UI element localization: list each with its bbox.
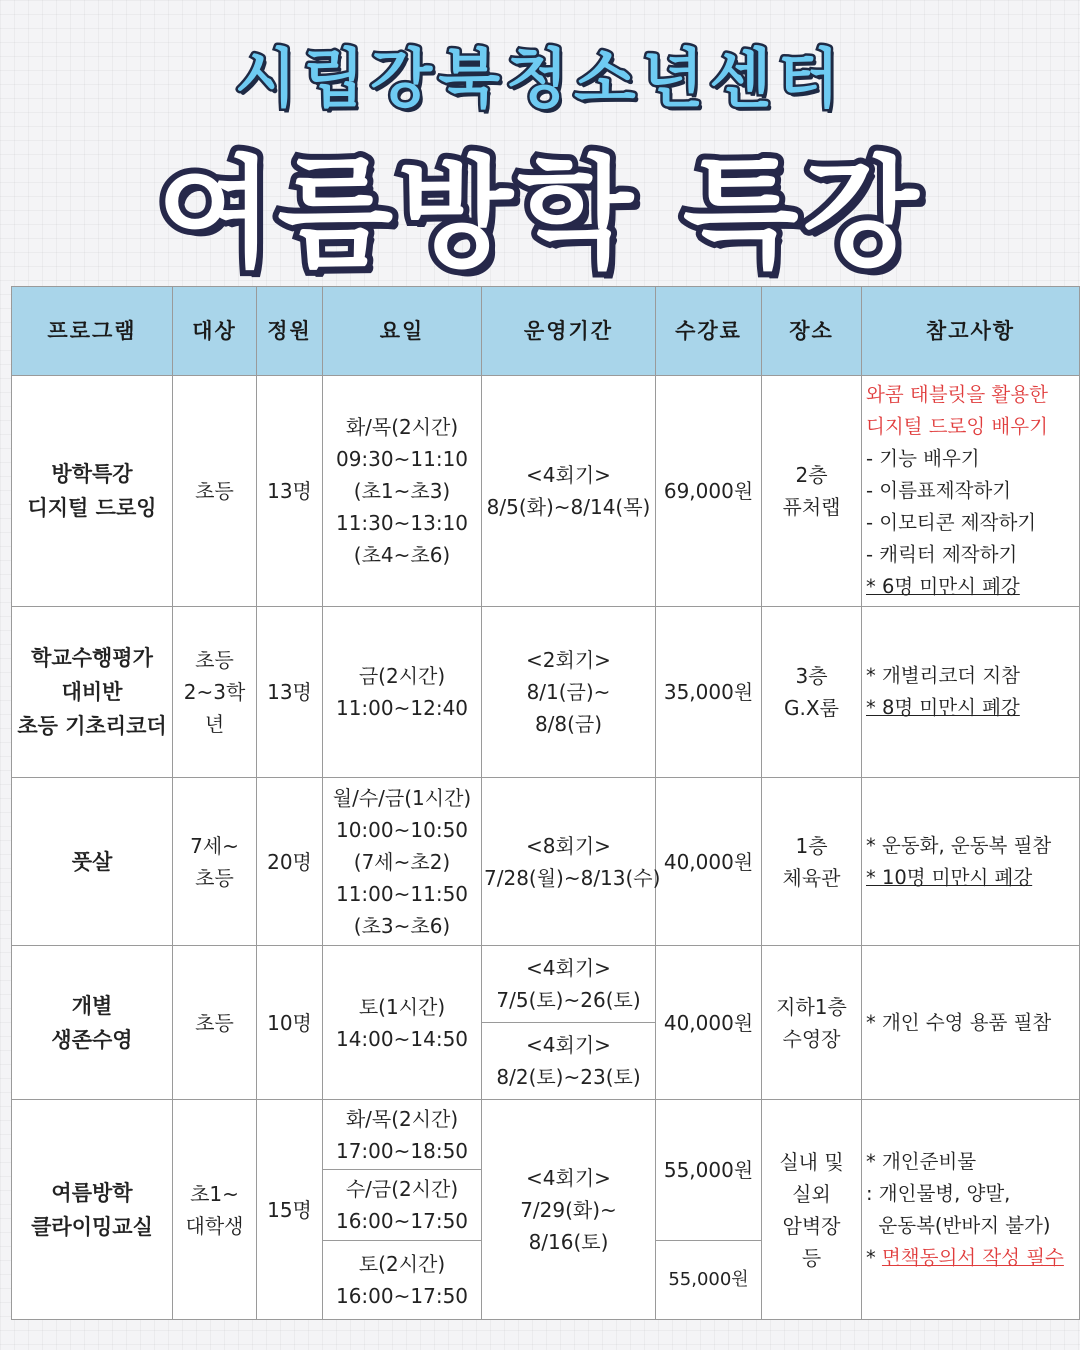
fee-cell: 55,000원 — [656, 1241, 762, 1320]
schedule-cell — [323, 778, 482, 946]
place-line: 체육관 — [782, 865, 841, 890]
program-name: 풋살 — [12, 778, 173, 946]
target-cell — [173, 607, 257, 778]
target-line: 2~3학년 — [183, 680, 246, 736]
target-line: 대학생 — [185, 1213, 244, 1238]
table-row — [12, 778, 1080, 946]
period-line: 8/8(금) — [534, 712, 603, 736]
place-cell — [762, 607, 862, 778]
schedule-cell — [323, 946, 482, 1100]
schedule-line: 금(2시간) — [358, 664, 446, 688]
program-table — [11, 286, 1080, 1320]
schedule-line: (초4~초6) — [353, 543, 451, 567]
notes-line: - 이름표제작하기 — [866, 479, 1012, 502]
period-cell — [482, 946, 656, 1023]
place-line: 퓨처랩 — [782, 495, 841, 519]
notes-highlight: 디지털 드로잉 배우기 — [866, 415, 1048, 438]
place-line: 2층 — [795, 463, 828, 487]
notes-line: - 기능 배우기 — [866, 447, 980, 470]
program-name — [12, 1100, 173, 1320]
period-line: 8/1(금)~ — [526, 680, 611, 704]
schedule-line: 09:30~11:10 — [335, 447, 469, 471]
place-line: 3층 — [795, 664, 828, 688]
schedule-line: 화/목(2시간) — [345, 1106, 459, 1131]
page-header — [0, 0, 1080, 286]
period-line: <8회기> — [526, 833, 611, 858]
place-cell — [762, 778, 862, 946]
period-line: <2회기> — [526, 648, 611, 672]
schedule-cell — [323, 1170, 482, 1241]
period-line: <4회기> — [526, 1165, 611, 1190]
period-line: <4회기> — [526, 1033, 611, 1057]
notes-cell — [862, 607, 1080, 778]
notes-line: * 개별리코더 지참 — [866, 664, 1021, 687]
capacity-cell: 13명 — [257, 607, 323, 778]
place-line: 실내 및 — [779, 1149, 844, 1174]
period-line: 8/2(토)~23(토) — [496, 1065, 641, 1089]
period-cell — [482, 376, 656, 607]
schedule-line: 16:00~17:50 — [335, 1284, 469, 1308]
notes-cell — [862, 778, 1080, 946]
capacity-cell: 13명 — [257, 376, 323, 607]
program-name-line: 여름방학 — [51, 1180, 133, 1205]
table-row — [12, 607, 1080, 778]
program-name-line: 생존수영 — [51, 1027, 133, 1052]
col-header-program: 프로그램 — [12, 287, 173, 376]
col-header-capacity: 정원 — [257, 287, 323, 376]
notes-highlight: 와콤 태블릿을 활용한 — [866, 383, 1048, 406]
notes-line: * 개인준비물 — [866, 1149, 977, 1173]
col-header-schedule: 요일 — [323, 287, 482, 376]
target-line: 초1~ — [190, 1181, 239, 1206]
period-cell — [482, 607, 656, 778]
notes-cell — [862, 376, 1080, 607]
schedule-line: 수/금(2시간) — [345, 1177, 459, 1201]
col-header-fee: 수강료 — [656, 287, 762, 376]
notes-line: - 이모티콘 제작하기 — [866, 511, 1037, 534]
program-name-line: 방학특강 — [51, 462, 133, 486]
notes-cell — [862, 1100, 1080, 1320]
target-line: 초등 — [195, 648, 234, 672]
schedule-line: 화/목(2시간) — [345, 415, 459, 439]
page-title: 여름방학 특강 — [157, 145, 923, 284]
target-cell — [173, 778, 257, 946]
place-cell — [762, 1100, 862, 1320]
table-row — [12, 376, 1080, 607]
program-name-line: 초등 기초리코더 — [17, 714, 167, 738]
schedule-cell — [323, 607, 482, 778]
program-name-line: 대비반 — [61, 680, 123, 704]
col-header-place: 장소 — [762, 287, 862, 376]
schedule-line: 11:30~13:10 — [335, 511, 469, 535]
schedule-line: (초1~초3) — [353, 479, 451, 503]
cancellation-notice: * 6명 미만시 폐강 — [866, 575, 1020, 598]
program-name-line: 클라이밍교실 — [31, 1214, 153, 1239]
notes-line: * 운동화, 운동복 필참 — [866, 833, 1052, 857]
place-line: 수영장 — [782, 1026, 841, 1051]
target-line: 초등 — [195, 865, 234, 890]
col-header-period: 운영기간 — [482, 287, 656, 376]
capacity-cell: 20명 — [257, 778, 323, 946]
period-cell — [482, 1023, 656, 1100]
cancellation-notice: * 8명 미만시 폐강 — [866, 696, 1020, 719]
schedule-line: 17:00~18:50 — [335, 1138, 469, 1163]
center-name: 시립강북청소년센터 — [234, 43, 846, 117]
table-header-row — [12, 287, 1080, 376]
period-line: 7/5(토)~26(토) — [496, 988, 641, 1012]
program-name-line: 디지털 드로잉 — [27, 496, 157, 520]
waiver-required-notice: 면책동의서 작성 필수 — [881, 1245, 1064, 1269]
program-name-line: 개별 — [71, 993, 113, 1018]
schedule-line: 11:00~11:50 — [335, 881, 469, 906]
table-row — [12, 946, 1080, 1023]
place-line: 지하1층 — [776, 994, 847, 1019]
period-line: 8/5(화)~8/14(목) — [486, 495, 651, 519]
schedule-line: 10:00~10:50 — [335, 817, 469, 842]
notes-line: - 캐릭터 제작하기 — [866, 543, 1018, 566]
fee-cell: 69,000원 — [656, 376, 762, 607]
fee-cell: 55,000원 — [656, 1100, 762, 1241]
notes-bullet: * — [866, 1245, 882, 1269]
table-row — [12, 1100, 1080, 1170]
target-cell: 초등 — [173, 946, 257, 1100]
place-line: 1층 — [795, 833, 828, 858]
capacity-cell: 10명 — [257, 946, 323, 1100]
period-line: 7/28(월)~8/13(수) — [484, 865, 661, 890]
period-cell — [482, 778, 661, 946]
schedule-line: 토(1시간) — [358, 994, 446, 1019]
col-header-target: 대상 — [173, 287, 257, 376]
schedule-line: (7세~초2) — [353, 849, 451, 874]
schedule-line: 14:00~14:50 — [335, 1026, 469, 1051]
fee-cell: 40,000원 — [656, 946, 762, 1100]
schedule-line: 월/수/금(1시간) — [332, 785, 472, 810]
place-line: G.X룸 — [784, 696, 839, 720]
target-cell — [173, 1100, 257, 1320]
fee-cell: 35,000원 — [656, 607, 762, 778]
target-cell: 초등 — [173, 376, 257, 607]
schedule-line: (초3~초6) — [353, 913, 451, 938]
capacity-cell: 15명 — [257, 1100, 323, 1320]
place-line: 암벽장 — [782, 1213, 841, 1238]
place-line: 등 — [801, 1245, 822, 1270]
schedule-cell — [323, 376, 482, 607]
col-header-notes: 참고사항 — [862, 287, 1080, 376]
notes-line: 운동복(반바지 불가) — [866, 1213, 1051, 1237]
program-name — [12, 376, 173, 607]
cancellation-notice: * 10명 미만시 폐강 — [866, 865, 1033, 889]
period-line: <4회기> — [526, 956, 611, 980]
place-line: 실외 — [792, 1181, 831, 1206]
place-cell — [762, 376, 862, 607]
schedule-cell — [323, 1241, 482, 1320]
schedule-line: 16:00~17:50 — [335, 1209, 469, 1233]
target-line: 7세~ — [190, 833, 239, 858]
schedule-line: 토(2시간) — [358, 1252, 446, 1276]
period-line: 8/16(토) — [528, 1229, 609, 1254]
notes-cell: * 개인 수영 용품 필참 — [862, 946, 1080, 1100]
program-name — [12, 607, 173, 778]
period-line: 7/29(화)~ — [520, 1197, 617, 1222]
place-cell — [762, 946, 862, 1100]
program-name — [12, 946, 173, 1100]
notes-line: : 개인물병, 양말, — [866, 1181, 1011, 1205]
schedule-line: 11:00~12:40 — [335, 696, 469, 720]
schedule-cell — [323, 1100, 482, 1170]
program-name-line: 학교수행평가 — [31, 646, 153, 670]
period-line: <4회기> — [526, 463, 611, 487]
fee-cell: 40,000원 — [656, 778, 762, 946]
period-cell — [482, 1100, 656, 1320]
